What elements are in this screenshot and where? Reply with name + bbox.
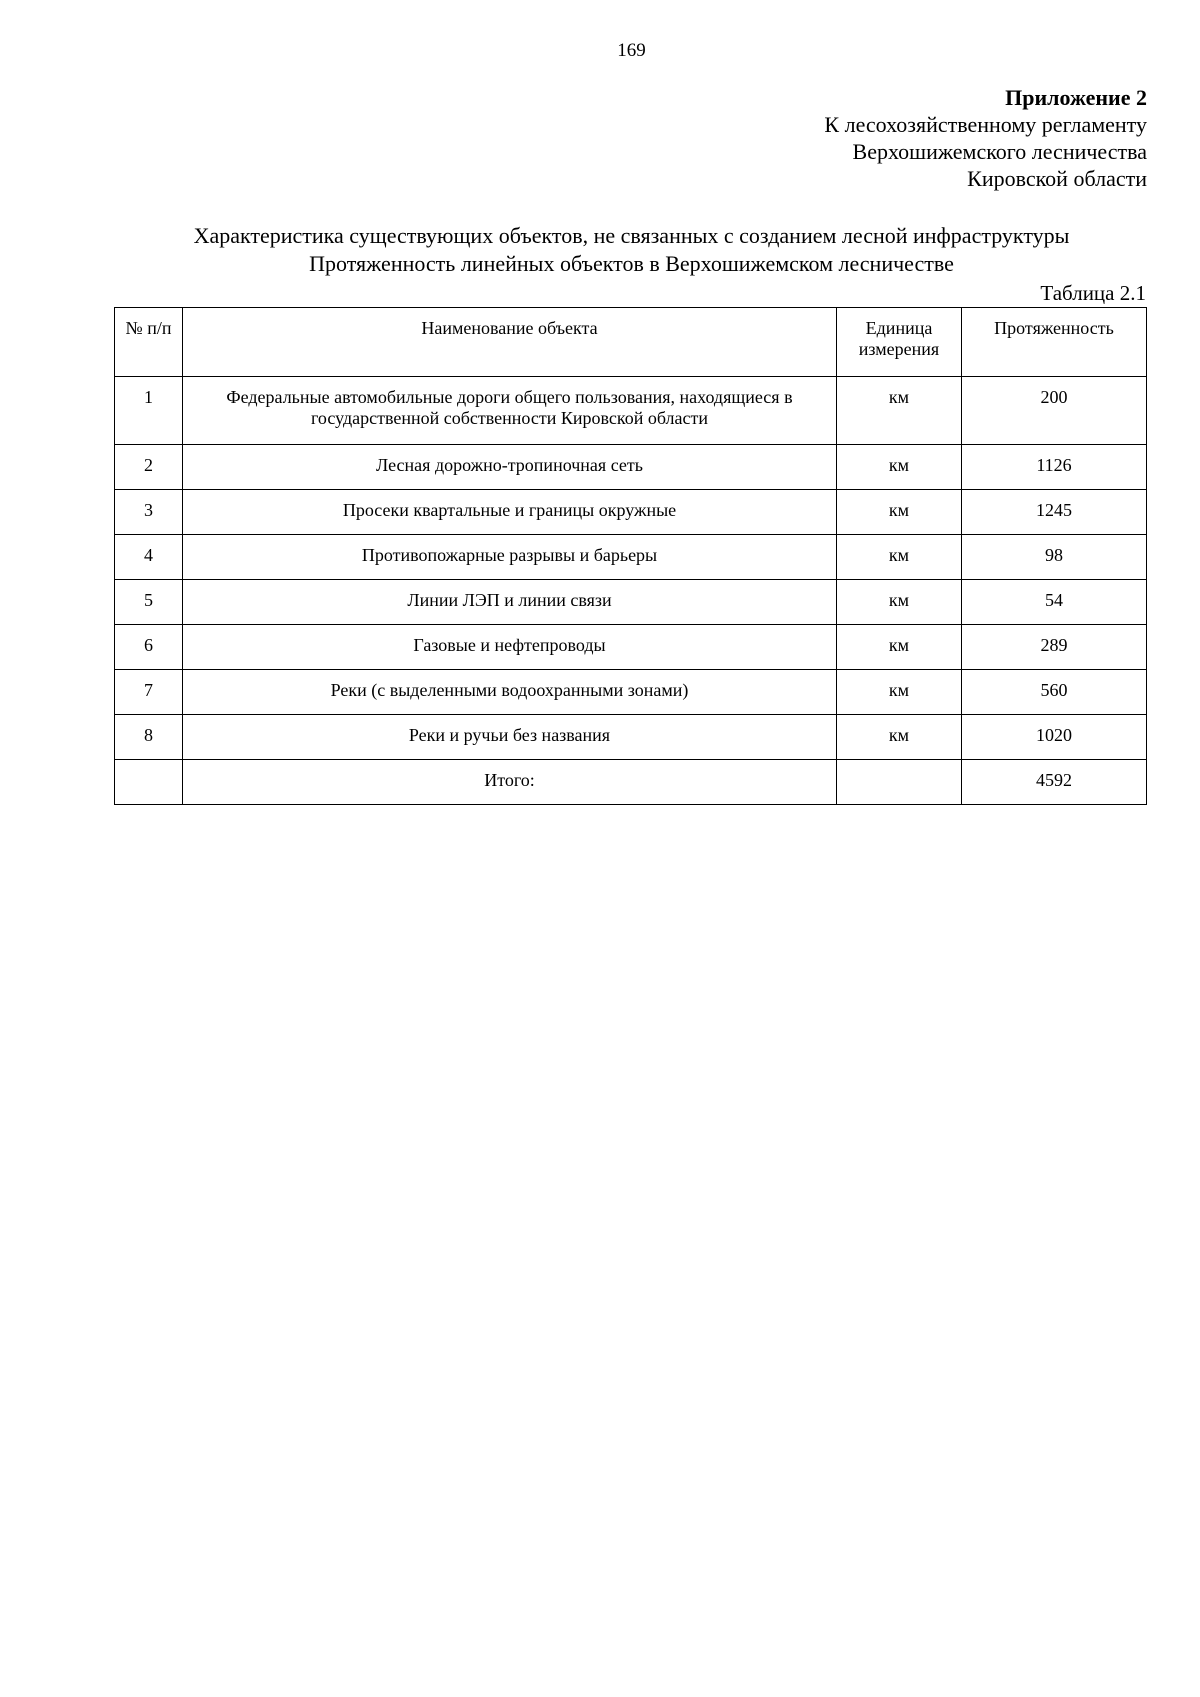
total-label: Итого: — [183, 760, 837, 805]
header-length: Протяженность — [962, 308, 1147, 377]
cell-num: 4 — [115, 535, 183, 580]
cell-num: 6 — [115, 625, 183, 670]
appendix-line-2: Верхошижемского лесничества — [852, 139, 1147, 164]
document-heading — [0, 222, 1200, 278]
cell-name: Линии ЛЭП и линии связи — [183, 580, 837, 625]
cell-name: Противопожарные разрывы и барьеры — [183, 535, 837, 580]
heading-line-1: Характеристика существующих объектов, не связанных с созданием лесной инфраструктуры — [193, 223, 1070, 248]
table-row — [115, 670, 1147, 715]
cell-length: 54 — [962, 580, 1147, 625]
cell-num: 7 — [115, 670, 183, 715]
linear-objects-table — [114, 307, 1147, 805]
appendix-line-3: Кировской области — [967, 166, 1147, 191]
cell-num: 8 — [115, 715, 183, 760]
header-num: № п/п — [115, 308, 183, 377]
cell-num: 5 — [115, 580, 183, 625]
appendix-line-1: К лесохозяйственному регламенту — [824, 112, 1147, 137]
cell-length: 1126 — [962, 445, 1147, 490]
total-num — [115, 760, 183, 805]
table-row — [115, 580, 1147, 625]
cell-unit: км — [837, 535, 962, 580]
appendix-block — [824, 84, 1147, 192]
cell-name: Лесная дорожно-тропиночная сеть — [183, 445, 837, 490]
cell-unit: км — [837, 377, 962, 445]
cell-num: 3 — [115, 490, 183, 535]
header-unit: Единица измерения — [837, 308, 962, 377]
table-total-row — [115, 760, 1147, 805]
cell-name: Просеки квартальные и границы окружные — [183, 490, 837, 535]
table-row — [115, 625, 1147, 670]
table-row — [115, 490, 1147, 535]
header-name: Наименование объекта — [183, 308, 837, 377]
cell-unit: км — [837, 445, 962, 490]
total-length: 4592 — [962, 760, 1147, 805]
cell-unit: км — [837, 670, 962, 715]
cell-length: 98 — [962, 535, 1147, 580]
cell-name: Газовые и нефтепроводы — [183, 625, 837, 670]
cell-name: Федеральные автомобильные дороги общего пользования, находящиеся в государственной собственности Кировской области — [183, 377, 837, 445]
cell-length: 1020 — [962, 715, 1147, 760]
appendix-title: Приложение 2 — [1005, 85, 1147, 110]
cell-unit: км — [837, 625, 962, 670]
cell-length: 289 — [962, 625, 1147, 670]
cell-length: 1245 — [962, 490, 1147, 535]
table-row — [115, 715, 1147, 760]
table-header-row — [115, 308, 1147, 377]
cell-name: Реки (с выделенными водоохранными зонами) — [183, 670, 837, 715]
table-row — [115, 377, 1147, 445]
cell-num: 1 — [115, 377, 183, 445]
cell-unit: км — [837, 580, 962, 625]
cell-length: 560 — [962, 670, 1147, 715]
heading-line-2: Протяженность линейных объектов в Верхошижемском лесничестве — [309, 251, 954, 276]
total-unit — [837, 760, 962, 805]
table-caption: Таблица 2.1 — [1040, 281, 1146, 305]
cell-length: 200 — [962, 377, 1147, 445]
cell-name: Реки и ручьи без названия — [183, 715, 837, 760]
cell-num: 2 — [115, 445, 183, 490]
table-row — [115, 535, 1147, 580]
cell-unit: км — [837, 715, 962, 760]
table-row — [115, 445, 1147, 490]
page-number: 169 — [617, 40, 646, 61]
cell-unit: км — [837, 490, 962, 535]
